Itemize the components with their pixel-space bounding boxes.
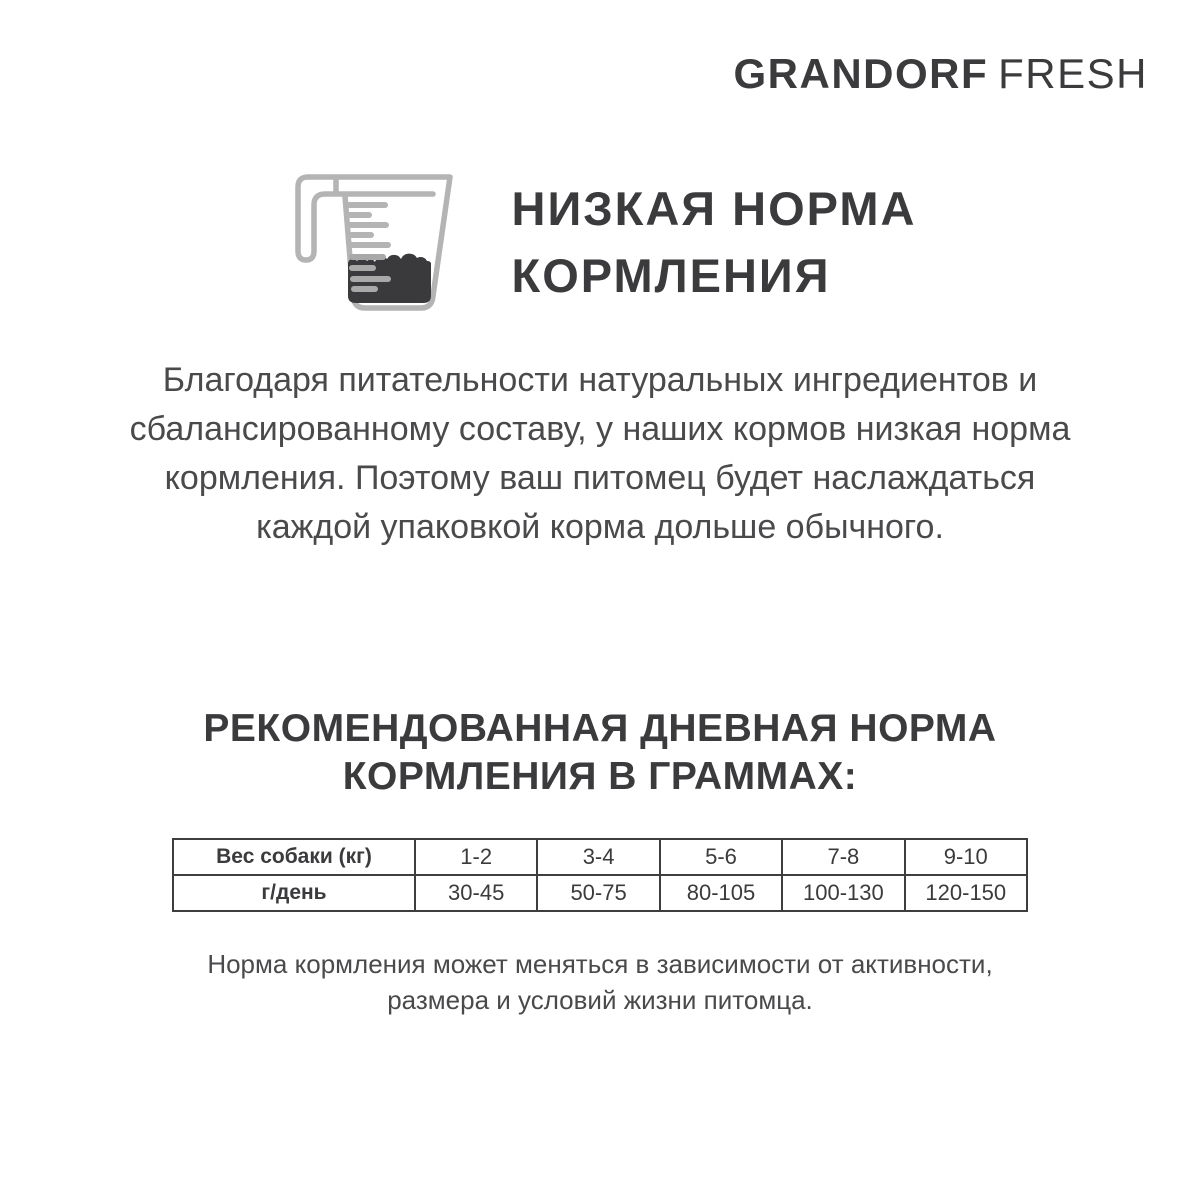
- weight-cell: 3-4: [537, 839, 659, 875]
- grams-cell: 100-130: [782, 875, 904, 911]
- table-footnote: [0, 946, 1200, 1018]
- feature-description: [40, 356, 1160, 552]
- feature-title-line1: НИЗКАЯ НОРМА: [511, 182, 917, 236]
- weight-cell: 7-8: [782, 839, 904, 875]
- cup-ticks-upper: [349, 205, 388, 245]
- feature-title-line2: КОРМЛЕНИЯ: [511, 249, 831, 302]
- table-heading-line2: КОРМЛЕНИЯ В ГРАММАХ:: [342, 755, 858, 798]
- measuring-cup-icon: [284, 160, 466, 326]
- grams-cell: 30-45: [415, 875, 537, 911]
- brand-name-primary: GRANDORF: [733, 50, 989, 97]
- weight-cell: 9-10: [905, 839, 1027, 875]
- footnote-line1: Норма кормления может меняться в зависимости от активности,: [207, 949, 993, 979]
- feeding-table-wrap: [172, 838, 1028, 912]
- row-header-weight: Вес собаки (кг): [173, 839, 415, 875]
- table-section-heading: [0, 705, 1200, 801]
- footnote-line2: размера и условий жизни питомца.: [387, 985, 813, 1015]
- table-heading-line1: РЕКОМЕНДОВАННАЯ ДНЕВНАЯ НОРМА: [203, 707, 997, 750]
- description-line: кормления. Поэтому ваш питомец будет наслаждаться: [164, 459, 1036, 497]
- grams-cell: 80-105: [660, 875, 782, 911]
- weight-cell: 5-6: [660, 839, 782, 875]
- description-line: Благодаря питательности натуральных ингредиентов и: [162, 361, 1038, 399]
- table-row-weights: [173, 839, 1027, 875]
- grams-cell: 50-75: [537, 875, 659, 911]
- grams-cell: 120-150: [905, 875, 1027, 911]
- feeding-table: [172, 838, 1028, 912]
- table-row-grams: [173, 875, 1027, 911]
- brand-name-secondary: FRESH: [998, 50, 1148, 97]
- description-line: сбалансированному составу, у наших кормов низкая норма: [129, 410, 1071, 448]
- feature-title: [512, 176, 917, 309]
- description-line: каждой упаковкой корма дольше обычного.: [256, 508, 944, 546]
- feature-block: [0, 160, 1200, 326]
- weight-cell: 1-2: [415, 839, 537, 875]
- brand-logo: [733, 50, 1148, 98]
- row-header-grams: г/день: [173, 875, 415, 911]
